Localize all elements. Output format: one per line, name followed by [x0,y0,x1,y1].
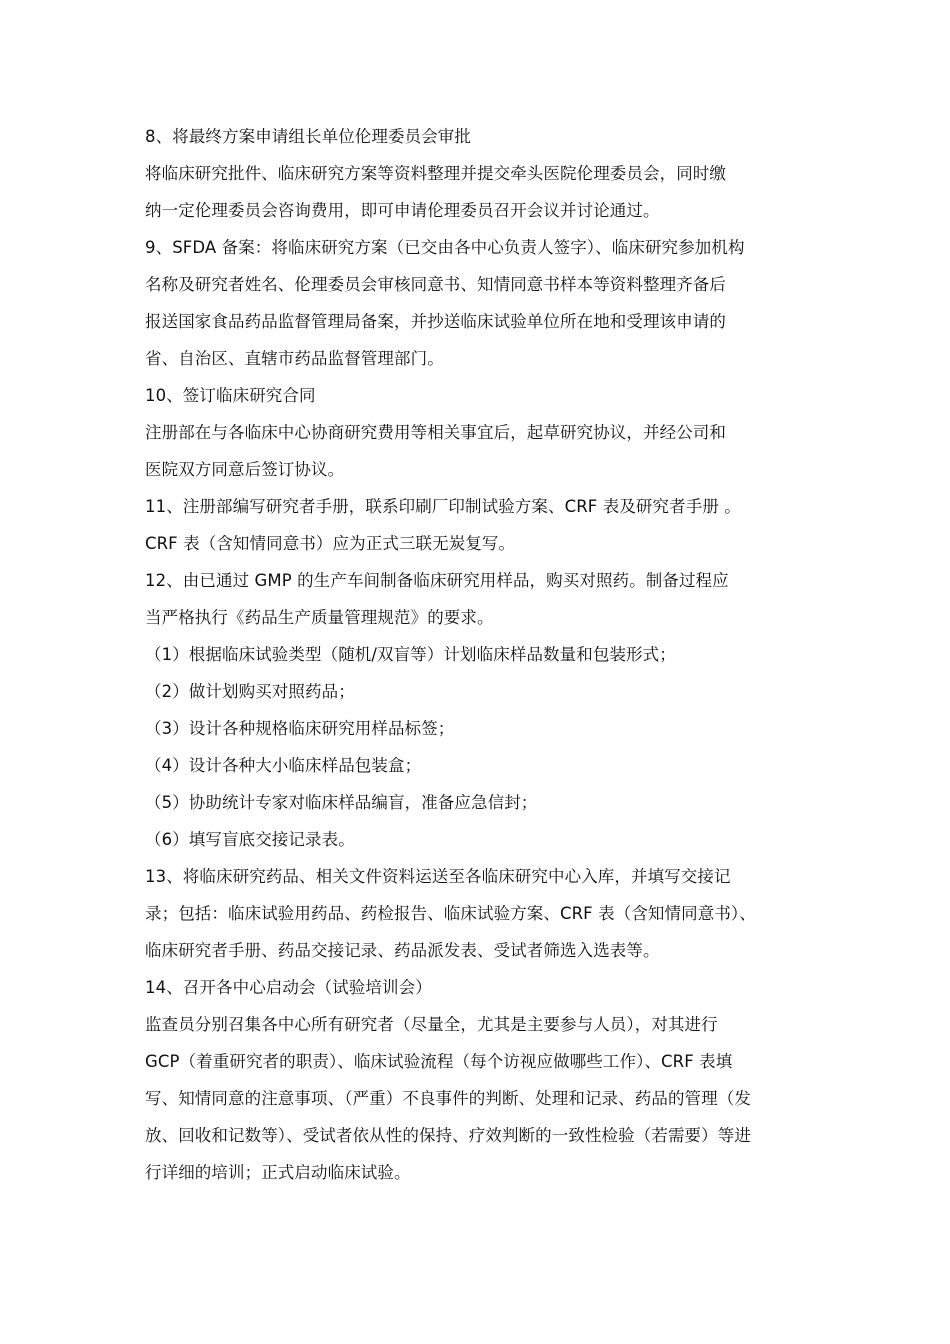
paragraph-line: 放、回收和记数等）、受试者依从性的保持、疗效判断的一致性检验（若需要）等进 [145,1126,751,1145]
paragraph-line: 纳一定伦理委员会咨询费用，即可申请伦理委员召开会议并讨论通过。 [145,201,660,220]
paragraph-line: GCP（着重研究者的职责）、临床试验流程（每个访视应做哪些工作）、CRF 表填 [145,1052,733,1071]
paragraph-line: 行详细的培训；正式启动临床试验。 [145,1163,411,1182]
document-body [145,118,813,1191]
paragraph-line: 监查员分别召集各中心所有研究者（尽量全，尤其是主要参与人员），对其进行 [145,1015,718,1034]
list-item: （4）设计各种大小临床样品包装盒； [145,756,422,775]
paragraph-line: 注册部在与各临床中心协商研究费用等相关事宜后，起草研究协议，并经公司和 [145,423,726,442]
paragraph-line: 将临床研究批件、临床研究方案等资料整理并提交牵头医院伦理委员会，同时缴 [145,164,726,183]
section-heading-9: 9、SFDA 备案：将临床研究方案（已交由各中心负责人签字）、临床研究参加机构 [145,238,745,257]
list-item: （3）设计各种规格临床研究用样品标签； [145,719,455,738]
section-heading-12: 12、由已通过 GMP 的生产车间制备临床研究用样品，购买对照药。制备过程应 [145,571,729,590]
paragraph-line: 写、知情同意的注意事项、（严重）不良事件的判断、处理和记录、药品的管理（发 [145,1089,751,1108]
paragraph-line: 省、自治区、直辖市药品监督管理部门。 [145,349,444,368]
paragraph-line: 当严格执行《药品生产质量管理规范》的要求。 [145,608,494,627]
section-heading-11: 11、注册部编写研究者手册，联系印刷厂印制试验方案、CRF 表及研究者手册 。 [145,497,741,516]
paragraph-line: CRF 表（含知情同意书）应为正式三联无炭复写。 [145,534,516,553]
paragraph-line: 报送国家食品药品监督管理局备案，并抄送临床试验单位所在地和受理该申请的 [145,312,726,331]
section-heading-10: 10、签订临床研究合同 [145,386,316,405]
paragraph-line: 名称及研究者姓名、伦理委员会审核同意书、知情同意书样本等资料整理齐备后 [145,275,726,294]
section-heading-8: 8、将最终方案申请组长单位伦理委员会审批 [145,127,471,146]
list-item: （1）根据临床试验类型（随机/双盲等）计划临床样品数量和包装形式； [145,645,676,664]
list-item: （2）做计划购买对照药品； [145,682,355,701]
list-item: （5）协助统计专家对临床样品编盲，准备应急信封； [145,793,538,812]
list-item: （6）填写盲底交接记录表。 [145,830,355,849]
paragraph-line: 录；包括：临床试验用药品、药检报告、临床试验方案、CRF 表（含知情同意书）、 [145,904,756,923]
section-heading-14: 14、召开各中心启动会（试验培训会） [145,978,432,997]
paragraph-line: 医院双方同意后签订协议。 [145,460,345,479]
paragraph-line: 临床研究者手册、药品交接记录、药品派发表、受试者筛选入选表等。 [145,941,660,960]
section-heading-13: 13、将临床研究药品、相关文件资料运送至各临床研究中心入库，并填写交接记 [145,867,731,886]
